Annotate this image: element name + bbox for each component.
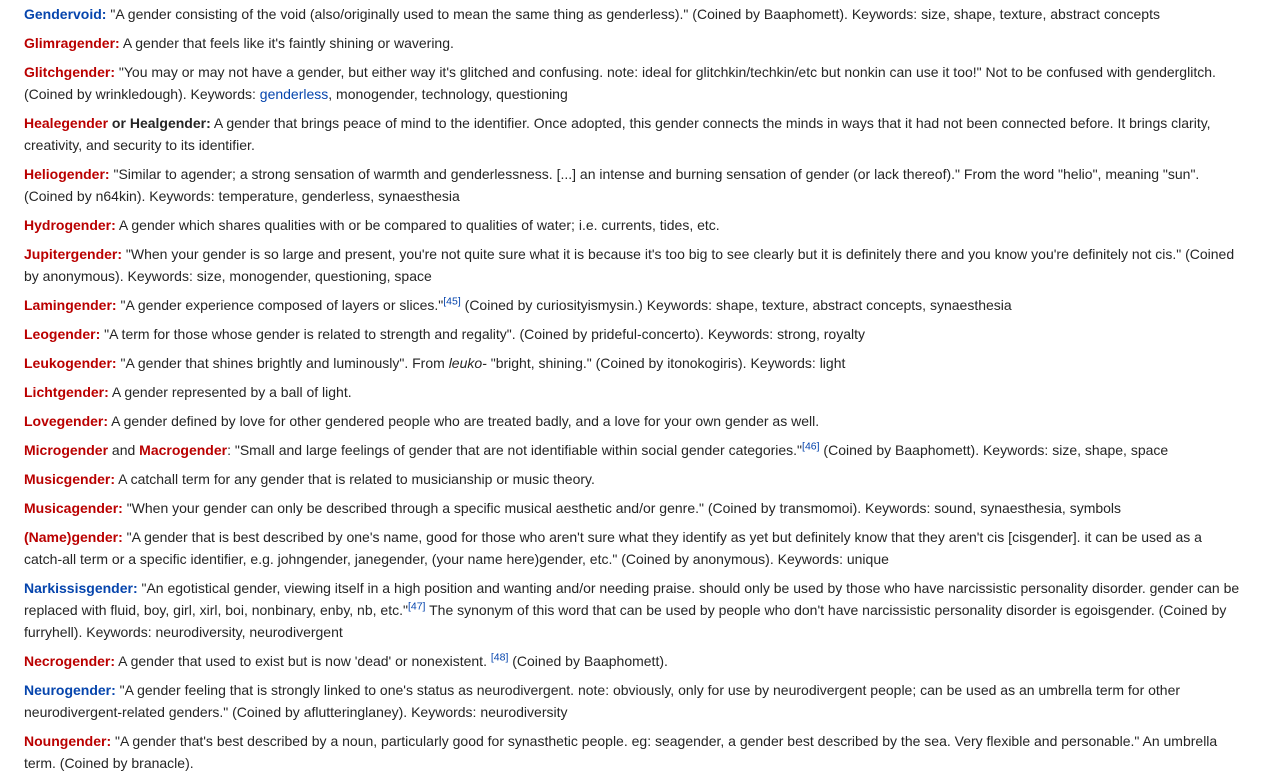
glossary-entry-necrogender [24,650,1240,672]
term-link-glitchgender[interactable]: Glitchgender: [24,64,116,80]
entry-definition: : "Small and large feelings of gender that are not identifiable within social gender categories." [227,442,803,458]
term-link-namegender[interactable]: (Name)gender: [24,529,123,545]
keyword-link-genderless[interactable]: genderless [259,86,329,102]
entry-definition: A gender that used to exist but is now 'dead' or nonexistent. [115,653,491,669]
glossary-entry-microgender [24,439,1240,461]
glossary-entry-jupitergender [24,243,1240,287]
citation-ref-48[interactable]: [48] [490,651,509,664]
term-link-lamingender[interactable]: Lamingender: [24,297,117,313]
term-link-neurogender[interactable]: Neurogender: [24,682,116,698]
term-link-hydrogender[interactable]: Hydrogender: [24,217,116,233]
term-link-musicagender[interactable]: Musicagender: [24,500,123,516]
term-link-jupitergender[interactable]: Jupitergender: [24,246,123,262]
term-link-noungender[interactable]: Noungender: [24,733,112,749]
entry-definition: "A gender that is best described by one's name, good for those who aren't sure what they identify as yet but definitely know that they aren't cis [cisgender]. it can be used as a catch-all term or a specific identifier, e.g. johngender, janegender, (your name here)gender, etc." (Coined by anonymous). Keywords: unique [24,529,1202,567]
entry-definition-cont: The synonym of this word that can be used by people who don't have narcissistic personality disorder is egoisgender. (Coined by furryhell). Keywords: neurodiversity, neurodivergent [24,602,1227,640]
entry-definition: "Similar to agender; a strong sensation of warmth and genderlessness. [...] an intense and burning sensation of gender (or lack thereof)." From the word "helio", meaning "sun". (Coined by n64kin). Keywords: temperature, genderless, synaesthesia [24,166,1200,204]
entry-definition: "A gender that shines brightly and luminously". From [116,355,449,371]
term-link-healegender[interactable]: Healegender [24,115,109,131]
term-link-gendervoid[interactable]: Gendervoid: [24,6,107,22]
glossary-entry-healegender [24,112,1240,156]
term-link-leogender[interactable]: Leogender: [24,326,101,342]
term-link-narkissisgender[interactable]: Narkissisgender: [24,580,138,596]
entry-definition-cont: "bright, shining." (Coined by itonokogiris). Keywords: light [486,355,846,371]
entry-definition: "A gender feeling that is strongly linked to one's status as neurodivergent. note: obviously, only for use by neurodivergent people; can be used as an umbrella term for other neurodivergent-related genders." (Coined by aflutteringlaney). Keywords: neurodiversity [24,682,1181,720]
term-link-heliogender[interactable]: Heliogender: [24,166,110,182]
entry-definition-cont: , monogender, technology, questioning [328,86,568,102]
glossary-entry-musicgender [24,468,1240,490]
entry-definition: "A gender consisting of the void (also/originally used to mean the same thing as genderless)." (Coined by Baaphomett). Keywords: size, shape, texture, abstract concepts [106,6,1160,22]
entry-definition: A gender represented by a ball of light. [108,384,352,400]
glossary-entry-hydrogender [24,214,1240,236]
entry-definition: "An egotistical gender, viewing itself in a high position and wanting and/or needing praise. should only be used by those who have narcissistic personality disorder. gender can be replaced with fluid, boy, girl, xirl, boi, nonbinary, enby, nb, etc." [24,580,1240,618]
glossary-entry-glitchgender [24,61,1240,105]
term-joiner: or [108,115,130,131]
entry-definition: A gender that brings peace of mind to the identifier. Once adopted, this gender connects the minds in ways that it had not been connected before. It brings clarity, creativity, and security to its identifier. [24,115,1211,153]
glossary-entry-lamingender [24,294,1240,316]
entry-definition-cont: (Coined by Baaphomett). Keywords: size, shape, space [819,442,1169,458]
entry-definition: A catchall term for any gender that is related to musicianship or music theory. [115,471,595,487]
term-link-glimragender[interactable]: Glimragender: [24,35,120,51]
term-link-leukogender[interactable]: Leukogender: [24,355,117,371]
entry-definition: "A term for those whose gender is related to strength and regality". (Coined by prideful-concerto). Keywords: strong, royalty [100,326,865,342]
citation-ref-47[interactable]: [47] [407,600,426,613]
glossary-entry-namegender [24,526,1240,570]
term-link-macrogender[interactable]: Macrogender [139,442,228,458]
glossary-entry-musicagender [24,497,1240,519]
term-link-lichtgender[interactable]: Lichtgender: [24,384,109,400]
term-link-microgender[interactable]: Microgender [24,442,109,458]
glossary-entry-noungender [24,730,1240,774]
glossary-entry-neurogender [24,679,1240,723]
glossary-entry-narkissisgender [24,577,1240,643]
glossary-entry-lovegender [24,410,1240,432]
entry-definition: A gender which shares qualities with or be compared to qualities of water; i.e. currents, tides, etc. [115,217,720,233]
entry-definition-cont: (Coined by Baaphomett). [508,653,668,669]
entry-italic-term: leuko- [448,355,487,371]
term-healgender: Healgender: [129,115,211,131]
glossary-entry-glimragender [24,32,1240,54]
term-link-lovegender[interactable]: Lovegender: [24,413,109,429]
term-link-musicgender[interactable]: Musicgender: [24,471,116,487]
entry-definition: "When your gender can only be described through a specific musical aesthetic and/or genre." (Coined by transmomoi). Keywords: sound, synaesthesia, symbols [122,500,1122,516]
citation-ref-46[interactable]: [46] [802,440,820,453]
term-joiner: and [108,442,140,458]
glossary-list [24,3,1240,781]
glossary-entry-leogender [24,323,1240,345]
citation-ref-45[interactable]: [45] [443,295,461,308]
entry-definition: A gender defined by love for other gendered people who are treated badly, and a love for your own gender as well. [108,413,820,429]
term-link-necrogender[interactable]: Necrogender: [24,653,116,669]
entry-definition: "A gender experience composed of layers or slices." [116,297,444,313]
entry-definition: A gender that feels like it's faintly shining or wavering. [119,35,454,51]
entry-definition-cont: (Coined by curiosityismysin.) Keywords: shape, texture, abstract concepts, synaesthesia [460,297,1012,313]
entry-definition: "A gender that's best described by a noun, particularly good for synasthetic people. eg: seagender, a gender best described by the sea. Very flexible and personable." An umbrella term. (Coined by branacle). [24,733,1218,771]
glossary-entry-gendervoid [24,3,1240,25]
glossary-entry-leukogender [24,352,1240,374]
entry-definition: "You may or may not have a gender, but either way it's glitched and confusing. note: ideal for glitchkin/techkin/etc but nonkin can use it too!" Not to be confused with genderglitch. (Coined by wrinkledough). Keywords: [24,64,1216,102]
entry-definition: "When your gender is so large and present, you're not quite sure what it is because it's too big to see clearly but it is definitely there and you know you're definitely not cis." (Coined by anonymous). Keywords: size, monogender, questioning, space [24,246,1235,284]
glossary-entry-heliogender [24,163,1240,207]
glossary-entry-lichtgender [24,381,1240,403]
